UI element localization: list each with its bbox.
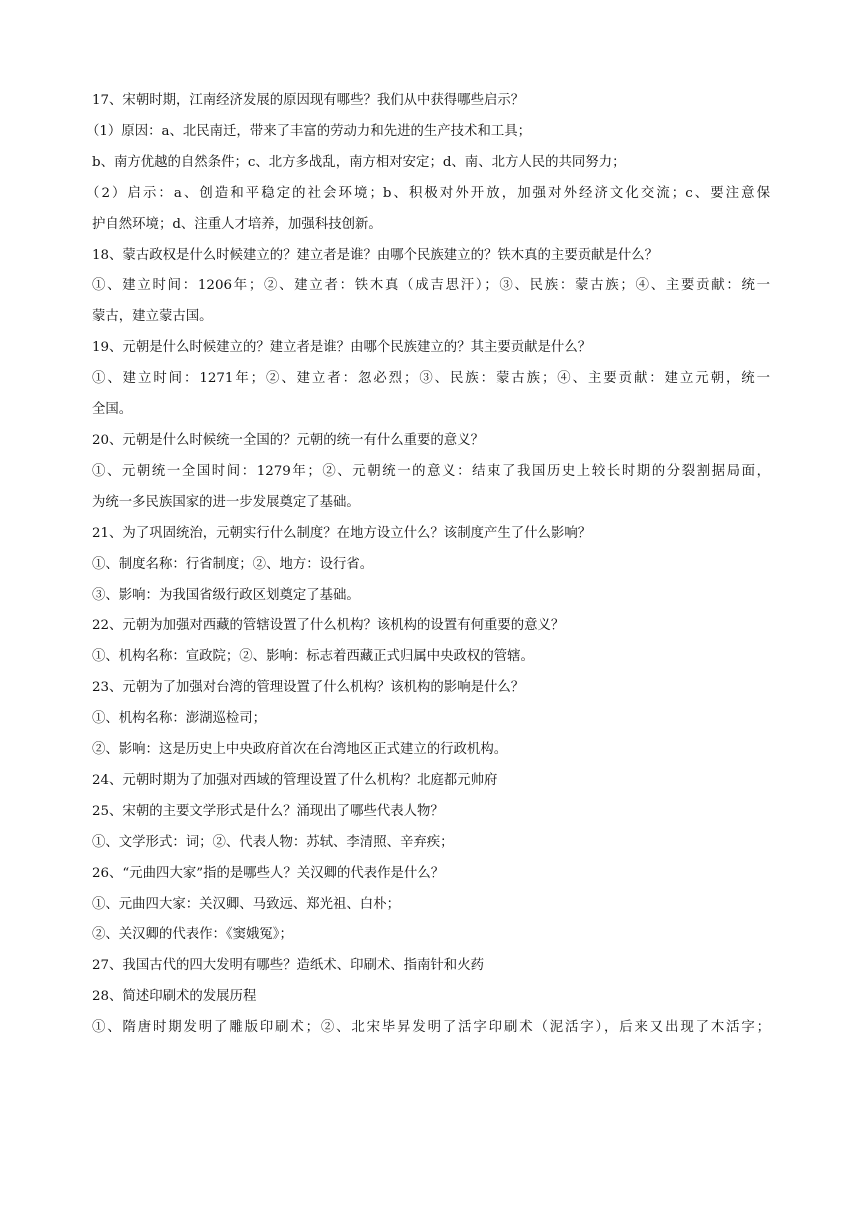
text-line: ②、影响：这是历史上中央政府首次在台湾地区正式建立的行政机构。 <box>92 742 508 758</box>
text-line: 17、宋朝时期，江南经济发展的原因现有哪些？我们从中获得哪些启示？ <box>92 93 525 108</box>
text-line: ①、机构名称：宣政院；②、影响：标志着西藏正式归属中央政权的管辖。 <box>92 649 534 665</box>
text-line: 20、元朝是什么时候统一全国的？元朝的统一有什么重要的意义？ <box>92 432 484 448</box>
text-line: （2）启示：a、创造和平稳定的社会环境；b、积极对外开放，加强对外经济文化交流；c、要注意保 <box>86 185 770 201</box>
text-line: 24、元朝时期为了加强对西域的管理设置了什么机构？北庭都元帅府 <box>92 772 498 788</box>
text-line: 22、元朝为加强对西藏的管辖设置了什么机构？该机构的设置有何重要的意义？ <box>92 618 565 634</box>
text-line: ①、元朝统一全国时间：1279年；②、元朝统一的意义：结束了我国历史上较长时期的分裂割据局面， <box>92 463 770 479</box>
text-line: ①、制度名称：行省制度；②、地方：设行省。 <box>92 556 374 572</box>
text-line: ③、影响：为我国省级行政区划奠定了基础。 <box>92 587 360 603</box>
text-line: ①、文学形式：词；②、代表人物：苏轼、李清照、辛弃疾； <box>92 834 454 850</box>
text-line: 25、宋朝的主要文学形式是什么？涌现出了哪些代表人物？ <box>92 803 444 819</box>
text-line: 蒙古，建立蒙古国。 <box>92 309 213 325</box>
text-line: ①、建立时间：1206年；②、建立者：铁木真（成吉思汗）；③、民族：蒙古族；④、主要贡献：统一 <box>92 278 770 294</box>
text-line: 21、为了巩固统治，元朝实行什么制度？在地方设立什么？该制度产生了什么影响？ <box>92 525 592 541</box>
document-page <box>86 86 770 1044</box>
text-line: 19、元朝是什么时候建立的？建立者是谁？由哪个民族建立的？其主要贡献是什么？ <box>92 340 592 356</box>
text-line: 18、蒙古政权是什么时候建立的？建立者是谁？由哪个民族建立的？铁木真的主要贡献是什么？ <box>92 247 659 263</box>
text-line: 28、简述印刷术的发展历程 <box>92 989 257 1005</box>
text-line: 为统一多民族国家的进一步发展奠定了基础。 <box>92 494 360 510</box>
text-line: ①、建立时间：1271年；②、建立者：忽必烈；③、民族：蒙古族；④、主要贡献：建立元朝，统一 <box>92 371 770 387</box>
text-line: （1）原因：a、北民南迁，带来了丰富的劳动力和先进的生产技术和工具； <box>86 123 532 139</box>
text-line: ①、机构名称：澎湖巡检司； <box>92 711 267 727</box>
text-line: ①、元曲四大家：关汉卿、马致远、郑光祖、白朴； <box>92 896 400 912</box>
text-line: ②、关汉卿的代表作：《窦娥冤》； <box>92 927 293 943</box>
text-line: 护自然环境；d、注重人才培养，加强科技创新。 <box>92 216 382 232</box>
text-line: 23、元朝为了加强对台湾的管理设置了什么机构？该机构的影响是什么？ <box>92 680 525 696</box>
text-line: 27、我国古代的四大发明有哪些？造纸术、印刷术、指南针和火药 <box>92 958 484 974</box>
text-line: 26、“元曲四大家”指的是哪些人？关汉卿的代表作是什么？ <box>92 865 445 881</box>
text-line: b、南方优越的自然条件；c、北方多战乱，南方相对安定；d、南、北方人民的共同努力； <box>92 154 626 170</box>
text-line: 全国。 <box>92 402 133 418</box>
text-line: ①、隋唐时期发明了雕版印刷术；②、北宋毕昇发明了活字印刷术（泥活字），后来又出现了木活字； <box>92 1020 770 1036</box>
